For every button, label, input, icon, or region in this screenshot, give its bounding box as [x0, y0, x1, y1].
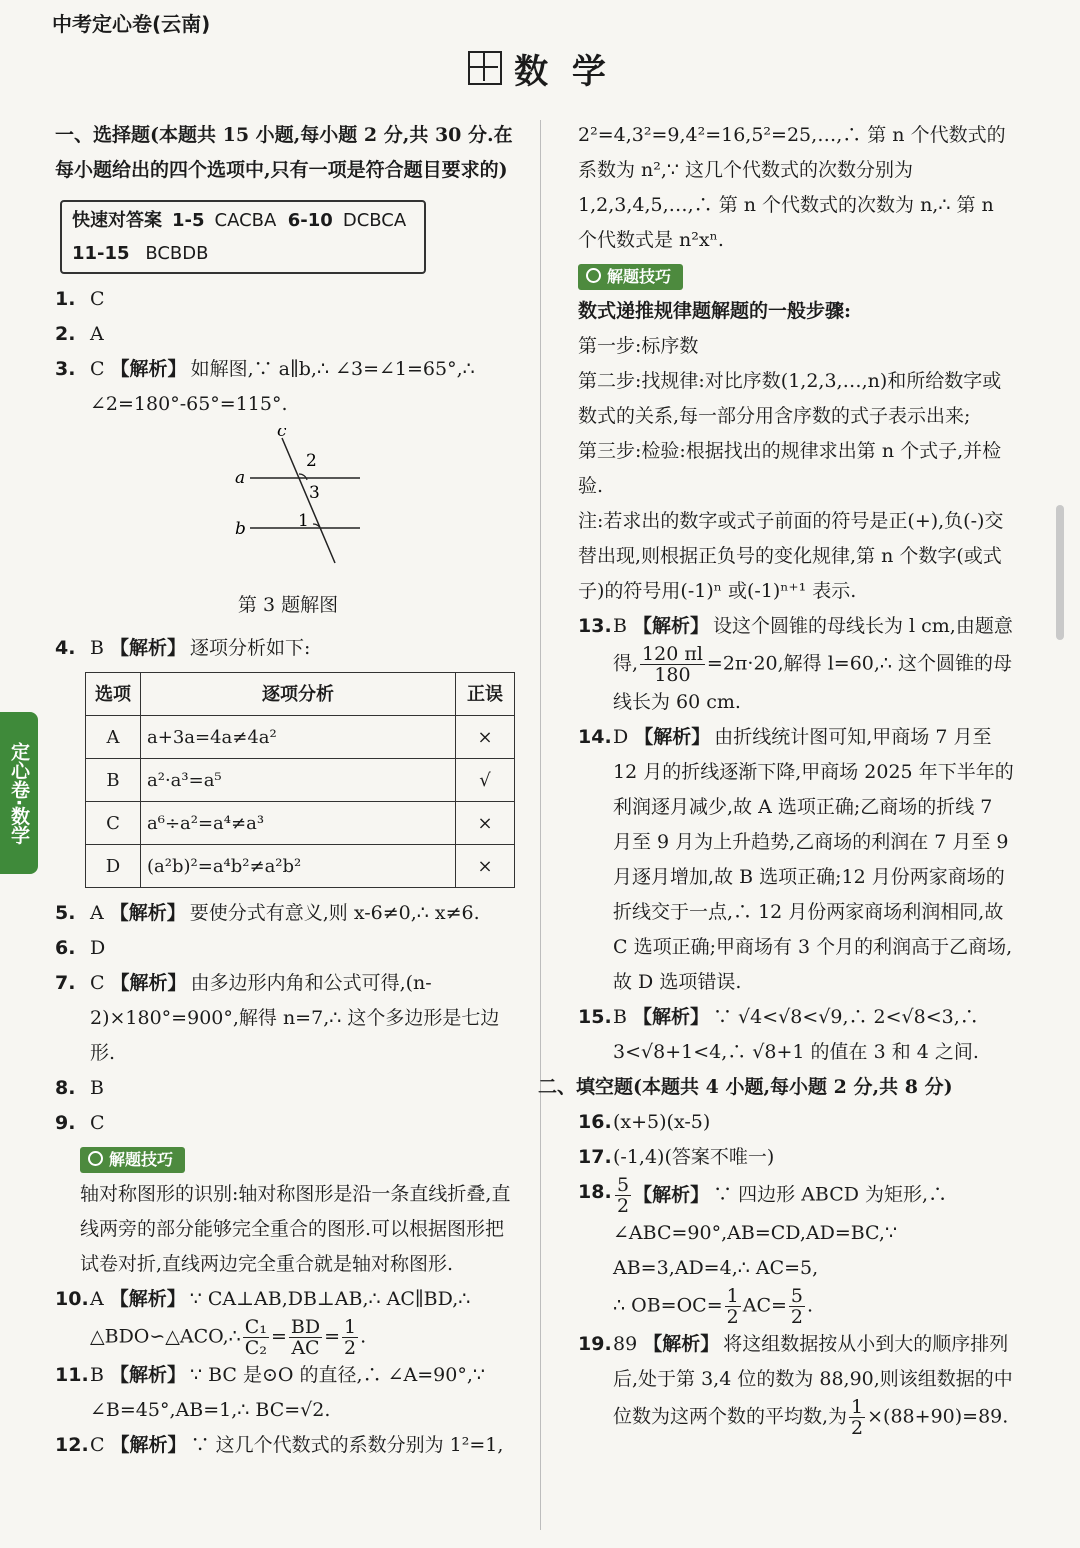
math-logo-icon [468, 51, 502, 85]
question-15: 15. B 【解析】 ∵ √4<√8<√9,∴ 2<√8<3,∴ 3<√8+1<4,∴ √8+1 的值在 3 和 4 之间. [578, 1006, 979, 1063]
table-row: A a+3a=4a≠4a² × [86, 716, 515, 759]
question-11: 11. B 【解析】 ∵ BC 是⊙O 的直径,∴ ∠A=90°,∵ ∠B=45°,AB=1,∴ BC=√2. [55, 1364, 485, 1421]
table-row: C a⁶÷a²=a⁴≠a³ × [86, 802, 515, 845]
section-choice-heading: 一、选择题(本题共 15 小题,每小题 2 分,共 30 分.在每小题给出的四个选项中,只有一项是符合题目要求的) [55, 124, 513, 181]
question-12: 12. C 【解析】 ∵ 这几个代数式的系数分别为 1²=1, [55, 1434, 504, 1456]
left-column [55, 118, 521, 1463]
question-5: 5. A 【解析】 要使分式有意义,则 x-6≠0,∴ x≠6. [55, 902, 480, 924]
question-9: 9. C [55, 1112, 105, 1134]
svg-text:3: 3 [309, 483, 320, 503]
svg-text:1: 1 [298, 511, 309, 531]
question-19: 19. 89 【解析】 将这组数据按从小到大的顺序排列后,处于第 3,4 位的数为 88,90,则该组数据的中位数为这两个数的平均数,为 $\frac{1}{2}$ ×(88+90)=89. [578, 1333, 1013, 1439]
question-2: 2. A [55, 323, 104, 345]
question-17: 17. (-1,4)(答案不唯一) [578, 1146, 775, 1168]
quick-answer-box: 快速对答案 1-5 CACBA 6-10 DCBCA 11-15 BCBDB [60, 200, 426, 274]
question-10: 10. A 【解析】 ∵ CA⊥AB,DB⊥AB,∴ AC∥BD,∴ △BDO∽△ACO,∴ $\frac{\text{C₁}}{\text{C₂}}$ = $\frac{BD}{AC}$ = $\frac{1}{2}$ . [55, 1288, 471, 1359]
section-fill-heading: 二、填空题(本题共 4 小题,每小题 2 分,共 8 分) [538, 1076, 953, 1098]
question-13: 13. B 【解析】 设这个圆锥的母线长为 l cm,由题意得, $\frac{120 \pi l}{180}$ =2π·20,解得 l=60,∴ 这个圆锥的母线长为 60 cm. [578, 615, 1013, 713]
svg-text:b: b [235, 519, 246, 539]
question-18: 18. $\frac{5}{2}$ 【解析】 ∵ 四边形 ABCD 为矩形,∴ ∠ABC=90°,AB=CD,AD=BC,∵ AB=3,AD=4,∴ AC=5, ∴ OB=OC= $\frac{1}{2}$ AC= $\frac{5}{2}$ . [578, 1174, 948, 1328]
page-title: 数 学 [0, 44, 1080, 93]
table-row: B a²·a³=a⁵ √ [86, 759, 515, 802]
question-14: 14. D 【解析】 由折线统计图可知,甲商场 7 月至 12 月的折线逐渐下降,甲商场 2025 年下半年的利润逐月减少,故 A 选项正确;乙商场的折线 7 月至 9 月为上升趋势,乙商场的利润在 7 月至 9 月逐月增加,故 B 选项正确;12 月份两家商场的折线交于一点,∴ 12 月份两家商场利润相同,故 C 选项正确;甲商场有 3 个月的利润高于乙商场,故 D 选项错误. [578, 726, 1014, 993]
scrollbar[interactable] [1056, 505, 1064, 640]
question-6: 6. D [55, 937, 106, 959]
tip-axial-symmetry: 解题技巧 轴对称图形的识别:轴对称图形是沿一条直线折叠,直线两旁的部分能够完全重合的图形.可以根据图形把试卷对折,直线两边完全重合就是轴对称图形. [55, 1141, 521, 1282]
question-16: 16. (x+5)(x-5) [578, 1111, 711, 1133]
parallel-lines-diagram [55, 428, 521, 588]
tip-badge: 解题技巧 [80, 1147, 185, 1173]
tip-badge: 解题技巧 [578, 264, 683, 290]
question-12-continued: 2²=4,3²=9,4²=16,5²=25,…,∴ 第 n 个代数式的系数为 n²,∵ 这几个代数式的次数分别为 1,2,3,4,5,…,∴ 第 n 个代数式的次数为 n,∴ 第 n 个代数式是 n²xⁿ. [578, 124, 1006, 251]
tip-recursive-pattern: 解题技巧 数式递推规律题解题的一般步骤: 第一步:标序数 第二步:找规律:对比序数(1,2,3,…,n)和所给数字或数式的关系,每一部分用含序数的式子表示出来; 第三步:检验:根据找出的规律求出第 n 个式子,并检验. 注:若求出的数字或式子前面的符号是正(+),负(-)交替出现,则根据正负号的变化规律,第 n 个数字(或式子)的符号用(-1)ⁿ 或(-1)ⁿ⁺¹ 表示. [578, 258, 1014, 609]
header-tag: 中考定心卷(云南) [52, 12, 211, 36]
column-divider [540, 120, 541, 1530]
question-1: 1. C [55, 288, 105, 310]
question-3: 3. C 【解析】 如解图,∵ a∥b,∴ ∠3=∠1=65°,∴ ∠2=180°-65°=115°. [55, 358, 475, 415]
figure-3 [55, 428, 521, 588]
option-analysis-table: 选项 逐项分析 正误 A a+3a=4a≠4a² × B a²·a³=a⁵ √ C a⁶÷a²=a⁴≠a³ × D (a²b)²=a⁴b²≠a²b² × [85, 672, 515, 888]
table-row: D (a²b)²=a⁴b²≠a²b² × [86, 845, 515, 888]
magnifier-icon [586, 268, 601, 283]
side-tab[interactable]: 定心卷·数学 [0, 712, 38, 874]
svg-text:2: 2 [306, 451, 317, 471]
svg-text:a: a [235, 468, 246, 488]
figure-3-caption: 第 3 题解图 [237, 594, 339, 616]
question-7: 7. C 【解析】 由多边形内角和公式可得,(n-2)×180°=900°,解得 n=7,∴ 这个多边形是七边形. [55, 972, 500, 1064]
question-8: 8. B [55, 1077, 104, 1099]
svg-text:c: c [277, 428, 287, 441]
right-column [538, 118, 1014, 1439]
magnifier-icon [88, 1151, 103, 1166]
question-4: 4. B 【解析】 逐项分析如下: [55, 637, 311, 659]
